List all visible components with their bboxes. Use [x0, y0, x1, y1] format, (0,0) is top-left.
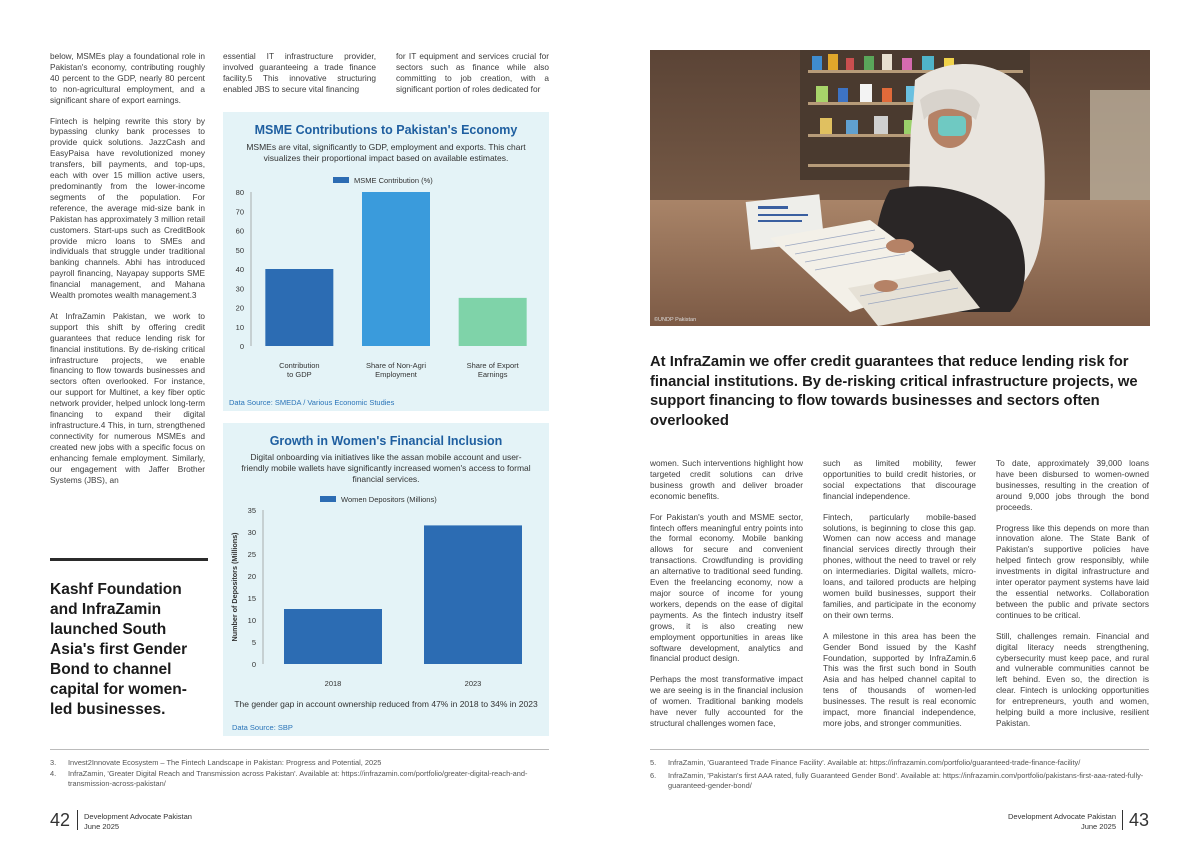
- y-tick-label: 15: [247, 594, 256, 603]
- x-tick-label: to GDP: [287, 370, 312, 379]
- left-col2-top: [223, 51, 376, 105]
- x-tick-label: Employment: [375, 370, 417, 379]
- bar-share-of-non-agri-employment: [362, 192, 430, 346]
- quote-divider: [50, 558, 208, 561]
- y-tick-label: 0: [239, 342, 244, 351]
- paragraph: To date, approximately 39,000 loans have been disbursed to women-owned businesses, resulting in the creation of around 9,000 jobs through the bond proceeds.: [996, 458, 1149, 512]
- paragraph: For Pakistan's youth and MSME sector, fintech offers meaningful entry points into the formal economy. Mobile banking allows for secure and convenient transactions. Crowdfunding is providing an alternative to traditional seed funding. Even the freelancing economy, now a major source of income for young workers, depends on the ease of digital payments. As the fintech industry itself grows, it is also creating new employment opportunities in areas like software development, analytics and financial product design.: [650, 511, 803, 664]
- paragraph: Still, challenges remain. Financial and digital literacy needs strengthening, cybersecurity must keep pace, and rural and vulnerable communities cannot be left behind. Even so, the direction is clear. Fintech is unlocking opportunities for entrepreneurs, youth and women, helping build a more inclusive, resilient Pakistan.: [996, 630, 1149, 728]
- right-col1: [650, 458, 803, 739]
- y-tick-label: 35: [247, 506, 256, 515]
- left-col1: [50, 51, 205, 495]
- paragraph: below, MSMEs play a foundational role in Pakistan's economy, contributing roughly 40 percent to the GDP, nearly 80 percent to non-agricultural employment, and a significant share of export earnings.: [50, 51, 205, 105]
- paragraph: for IT equipment and services crucial for sectors such as finance while also committing to job creation, with a significant portion of roles dedicated for: [396, 51, 549, 94]
- paragraph: Perhaps the most transformative impact we are seeing is in the financial inclusion of women. Traditional banking models have never fully accounted for the structural challenges women face,: [650, 674, 803, 728]
- photo-credit: ©UNDP Pakistan: [654, 317, 697, 323]
- right-col2: [823, 458, 976, 739]
- y-tick-label: 5: [251, 638, 256, 647]
- divider: [77, 810, 78, 830]
- y-tick-label: 50: [235, 245, 244, 255]
- legend-swatch: [320, 496, 336, 502]
- page-number: 43: [1129, 810, 1150, 830]
- chart-source: Data Source: SMEDA / Various Economic Studies: [229, 398, 395, 407]
- publication-title: Development Advocate Pakistan: [84, 812, 192, 821]
- photo-illustration: [650, 50, 1150, 326]
- footnote: 6. InfraZamin, 'Pakistan's first AAA rated, fully Guaranteed Gender Bond'. Available at: https://infrazamin.com/portfolio/pakistans-first-aaa-rated-fully-guaranteed-gender-bond/: [650, 770, 1144, 790]
- chart-note: The gender gap in account ownership reduced from 47% in 2018 to 34% in 2023: [234, 699, 538, 709]
- sidebar-quote: Kashf Foundation and InfraZamin launched South Asia's first Gender Bond to channel capital for women-led businesses.: [50, 581, 188, 718]
- women-inclusion-chart-panel: [223, 423, 549, 736]
- y-tick-label: 20: [235, 303, 244, 313]
- photo-woman-studying: [650, 50, 1150, 326]
- bar-2018: [284, 609, 382, 664]
- paragraph: essential IT infrastructure provider, involved guaranteeing a trade finance facility.5 This innovative structuring enabled JBS to secure vital financing: [223, 51, 376, 94]
- publication-info: [1006, 812, 1116, 831]
- paragraph: A milestone in this area has been the Gender Bond issued by the Kashf Foundation, supported by InfraZamin.6 This was the first such bond in South Asia and has helped channel capital to tens of thousands of women-led businesses. The result is real economic impact, more financial independence, more jobs, and stronger communities.: [823, 630, 976, 728]
- y-tick-label: 40: [235, 265, 244, 274]
- x-tick-label: 2018: [324, 679, 342, 688]
- pull-quote: At InfraZamin we offer credit guarantees that reduce lending risk for financial institutions. By de-risking critical infrastructure projects, we support financing to flow towards businesses and sectors often overlooked: [650, 354, 1138, 429]
- x-tick-label: Earnings: [477, 370, 508, 379]
- y-tick-label: 10: [247, 616, 256, 625]
- paragraph: women. Such interventions highlight how targeted credit solutions can drive business growth and deliver broader economic benefits.: [650, 458, 803, 501]
- msme-chart-panel: [223, 112, 549, 411]
- chart-subtitle: Digital onboarding via initiatives like the assan mobile account and user-friendly mobile wallets have significantly increased women's access to formal financial services.: [241, 452, 531, 484]
- publication-date: June 2025: [84, 821, 120, 831]
- y-tick-label: 10: [235, 322, 244, 332]
- x-tick-label: Share of Non-Agri: [365, 361, 427, 370]
- legend-swatch: [333, 177, 349, 183]
- left-col3-top: [396, 51, 549, 105]
- footnote-divider: [650, 749, 1149, 750]
- chart-title: MSME Contributions to Pakistan's Economy: [254, 123, 518, 137]
- y-tick-label: 70: [235, 207, 244, 217]
- footnotes: [50, 758, 549, 790]
- y-tick-label: 80: [235, 188, 244, 197]
- y-tick-label: 30: [235, 284, 244, 294]
- publication-title: Development Advocate Pakistan: [1008, 812, 1116, 821]
- footnotes: [650, 758, 1149, 792]
- page-number: 42: [50, 810, 71, 830]
- y-tick-label: 25: [247, 550, 256, 559]
- footnote: 5. InfraZamin, 'Guaranteed Trade Finance Facility'. Available at: https://infrazamin.com/portfolio/guaranteed-trade-finance-facility/: [650, 758, 1081, 767]
- publication-date: June 2025: [1080, 821, 1116, 831]
- paragraph: Fintech is helping rewrite this story by bypassing clunky bank processes to provide quick solutions. JazzCash and EasyPaisa have revolutionized money transfers, bill payments, and top-ups, each with over 15 million active users, predominantly from the lower-income segments of the population. For reference, the average mid-size bank in Pakistan has approximately 3 million retail customers. Start-ups such as CreditBook provide micro loans to SMEs and individuals that struggle under traditional banking channels. Abhi has introduced payroll financing, Nayapay supports SME financial management, and Mahana Wealth promotes wealth management.3: [50, 115, 205, 301]
- footnote: 4. InfraZamin, 'Greater Digital Reach and Transmission across Pakistan'. Available at: https://infrazamin.com/portfolio/greater-digital-reach-and-transmission-across-pakistan/: [50, 768, 528, 788]
- paragraph: such as limited mobility, fewer opportunities to build credit histories, or social expectations that discourage financial independence.: [823, 458, 976, 501]
- y-tick-label: 0: [251, 660, 256, 669]
- bar-contribution-to-gdp: [265, 269, 333, 346]
- bar-2023: [424, 525, 522, 664]
- paragraph: Progress like this depends on more than innovation alone. The State Bank of Pakistan's supportive policies have helped fintech grow responsibly, while investments in digital infrastructure and inter operator payment systems have laid the essential networks. Collaboration between the public and private sectors continues to be critical.: [996, 522, 1149, 620]
- y-axis-label: Number of Depositors (Millions): [230, 532, 239, 642]
- x-tick-label: Share of Export: [466, 361, 519, 370]
- divider: [1122, 810, 1123, 830]
- bar-share-of-export-earnings: [459, 298, 527, 346]
- y-tick-label: 60: [235, 226, 244, 236]
- legend-label: MSME Contribution (%): [354, 176, 433, 185]
- msme-bar-chart: [223, 170, 549, 405]
- footnote-divider: [50, 749, 549, 750]
- y-tick-label: 20: [247, 572, 256, 581]
- legend-label: Women Depositors (Millions): [341, 495, 437, 504]
- chart-subtitle: MSMEs are vital, significantly to GDP, employment and exports. This chart visualizes their proportional impact based on available estimates.: [246, 142, 526, 163]
- women-depositors-bar-chart: [223, 489, 549, 714]
- footnote: 3. Invest2Innovate Ecosystem – The Fintech Landscape in Pakistan: Progress and Potential, 2025: [50, 758, 382, 767]
- right-col3: [996, 458, 1149, 739]
- paragraph: Fintech, particularly mobile-based solutions, is beginning to close this gap. Women can now access and manage financial services directly through their phones, without the need to travel or rely on intermediaries. Digital wallets, micro-loans, and tailored products are helping women build businesses, support their families, and participate in the economy on their own terms.: [823, 511, 976, 620]
- x-tick-label: Contribution: [279, 361, 320, 370]
- chart-title: Growth in Women's Financial Inclusion: [269, 434, 503, 448]
- chart-source: Data Source: SBP: [232, 723, 293, 732]
- x-tick-label: 2023: [464, 679, 482, 688]
- publication-info: [84, 812, 192, 831]
- y-tick-label: 30: [247, 528, 256, 537]
- paragraph: At InfraZamin Pakistan, we work to support this shift by offering credit guarantees that reduce lending risk for financial institutions. By de-risking critical infrastructure projects, we enable financing to flow towards businesses and sectors often overlooked. For instance, our support for Multinet, a key fiber optic network provider, helped unlock long-term financing to expand their digital infrastructure.4 This, in turn, strengthened connectivity for numerous MSMEs and created new jobs with a specific focus on enhancing female employment. Similarly, our engagement with Jaffer Brother Systems (JBS), an: [50, 310, 205, 485]
